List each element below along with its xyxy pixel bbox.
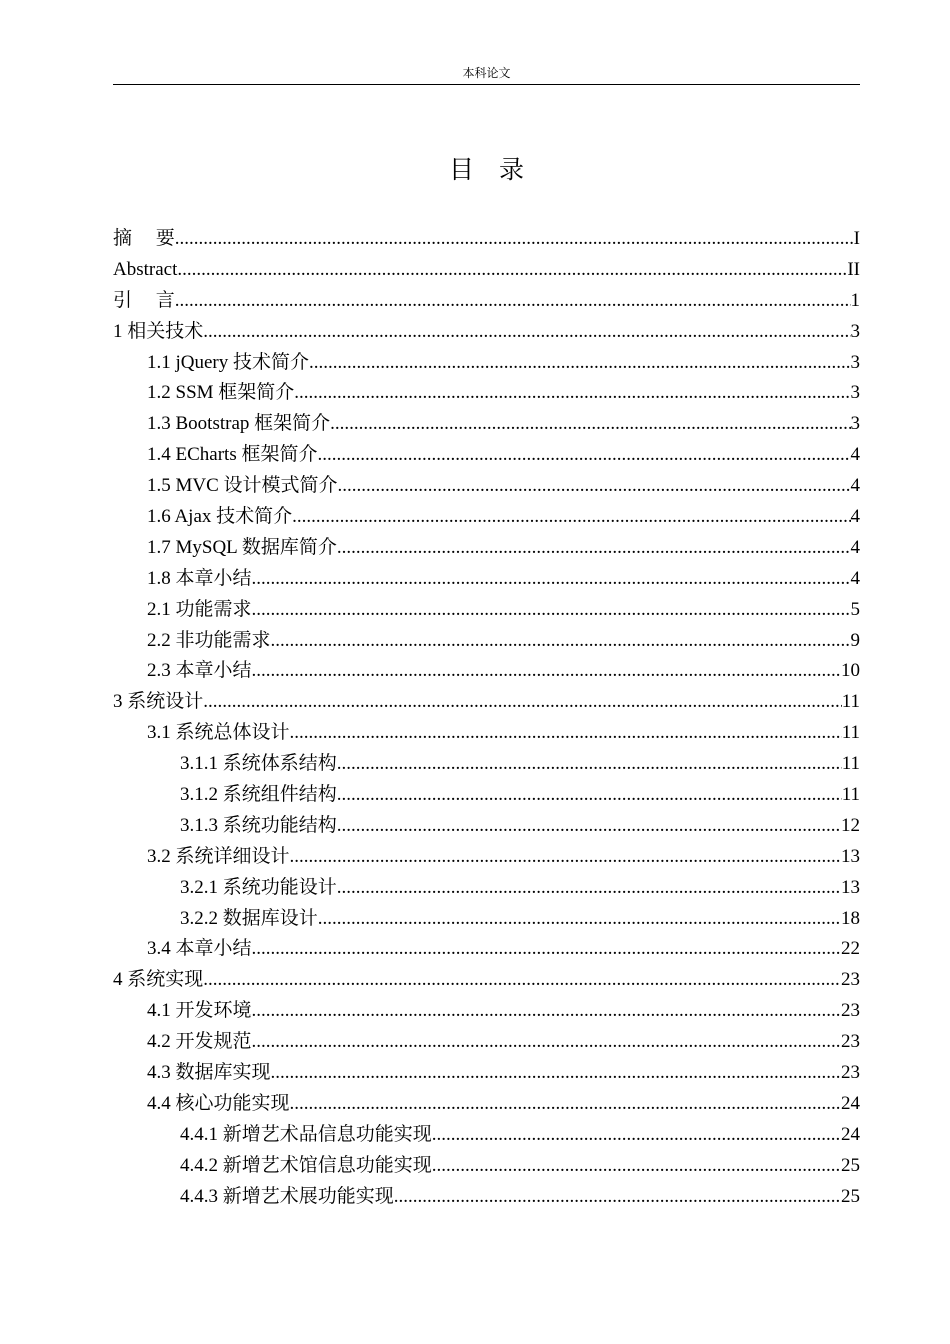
- toc-dot-leader: [290, 1089, 841, 1120]
- toc-dot-leader: [252, 934, 841, 965]
- toc-entry-page-number: 5: [850, 598, 860, 620]
- toc-entry[interactable]: [113, 904, 860, 935]
- toc-entry-page-number: 23: [841, 969, 860, 991]
- toc-entry-label: 2.2 非功能需求: [147, 629, 271, 651]
- toc-dot-leader: [318, 904, 841, 935]
- toc-dot-leader: [252, 996, 841, 1027]
- toc-dot-leader: [290, 718, 842, 749]
- toc-entry[interactable]: [113, 595, 860, 626]
- toc-entry-page-number: 11: [841, 722, 860, 744]
- toc-entry-label: 3.2.2 数据库设计: [180, 907, 318, 929]
- toc-entry[interactable]: [113, 811, 860, 842]
- toc-dot-leader: [294, 378, 850, 409]
- toc-entry[interactable]: [113, 1027, 860, 1058]
- toc-dot-leader: [292, 502, 850, 533]
- toc-entry-label: 3.2 系统详细设计: [147, 845, 290, 867]
- toc-entry-page-number: 3: [850, 413, 860, 435]
- toc-entry[interactable]: [113, 687, 860, 718]
- toc-entry-label: 4.4.2 新增艺术馆信息功能实现: [180, 1154, 432, 1176]
- toc-entry-label: 3.1 系统总体设计: [147, 722, 290, 744]
- toc-entry-label: 4.1 开发环境: [147, 1000, 252, 1022]
- toc-entry[interactable]: [113, 1120, 860, 1151]
- toc-entry[interactable]: [113, 1182, 860, 1213]
- toc-entry-label: Abstract: [113, 258, 178, 280]
- toc-entry-page-number: 3: [850, 382, 860, 404]
- toc-entry-page-number: 18: [841, 907, 860, 929]
- toc-list: [113, 224, 860, 1213]
- toc-entry-label: 1.5 MVC 设计模式简介: [147, 475, 338, 497]
- toc-dot-leader: [252, 656, 841, 687]
- toc-entry-page-number: 23: [841, 1031, 860, 1053]
- toc-entry[interactable]: [113, 440, 860, 471]
- toc-entry[interactable]: [113, 564, 860, 595]
- toc-dot-leader: [271, 626, 851, 657]
- toc-entry[interactable]: [113, 1151, 860, 1182]
- toc-entry-page-number: 24: [841, 1092, 860, 1114]
- toc-entry-label: 2.3 本章小结: [147, 660, 252, 682]
- toc-entry-label: 3.1.3 系统功能结构: [180, 814, 337, 836]
- toc-entry-label: 1.2 SSM 框架简介: [147, 382, 295, 404]
- toc-entry-label: 1 相关技术: [113, 320, 204, 342]
- toc-entry-page-number: 12: [841, 814, 860, 836]
- toc-dot-leader: [271, 1058, 841, 1089]
- toc-dot-leader: [252, 1027, 841, 1058]
- toc-entry[interactable]: [113, 965, 860, 996]
- toc-dot-leader: [203, 687, 841, 718]
- toc-entry-page-number: 11: [841, 753, 860, 775]
- toc-dot-leader: [175, 286, 851, 317]
- toc-entry-page-number: II: [847, 258, 860, 280]
- toc-entry[interactable]: [113, 471, 860, 502]
- toc-dot-leader: [394, 1182, 841, 1213]
- toc-entry-page-number: 10: [841, 660, 860, 682]
- toc-entry[interactable]: [113, 718, 860, 749]
- toc-entry-page-number: 22: [841, 938, 860, 960]
- toc-dot-leader: [337, 873, 841, 904]
- toc-entry[interactable]: [113, 780, 860, 811]
- toc-title: 目 录: [448, 157, 524, 184]
- toc-dot-leader: [337, 780, 842, 811]
- toc-entry-page-number: 23: [841, 1062, 860, 1084]
- toc-entry-page-number: 1: [850, 289, 860, 311]
- toc-entry[interactable]: [113, 842, 860, 873]
- toc-entry-label: 3 系统设计: [113, 691, 204, 713]
- toc-entry[interactable]: [113, 934, 860, 965]
- toc-entry-page-number: 4: [850, 536, 860, 558]
- toc-dot-leader: [337, 811, 841, 842]
- toc-dot-leader: [175, 224, 854, 255]
- toc-entry-label: 4.2 开发规范: [147, 1031, 252, 1053]
- toc-entry[interactable]: [113, 533, 860, 564]
- toc-entry[interactable]: [113, 873, 860, 904]
- toc-entry[interactable]: [113, 286, 860, 317]
- toc-entry-label: 4 系统实现: [113, 969, 204, 991]
- toc-entry-label: 1.4 ECharts 框架简介: [147, 444, 318, 466]
- toc-entry[interactable]: [113, 996, 860, 1027]
- toc-entry[interactable]: [113, 255, 860, 286]
- toc-entry-label: 3.1.2 系统组件结构: [180, 784, 337, 806]
- toc-entry-page-number: 11: [841, 691, 860, 713]
- toc-entry[interactable]: [113, 378, 860, 409]
- toc-dot-leader: [252, 564, 851, 595]
- toc-entry[interactable]: [113, 749, 860, 780]
- toc-entry[interactable]: [113, 409, 860, 440]
- toc-entry-label: 3.4 本章小结: [147, 938, 252, 960]
- toc-entry[interactable]: [113, 626, 860, 657]
- toc-entry-page-number: 13: [841, 876, 860, 898]
- toc-entry-page-number: 4: [850, 567, 860, 589]
- toc-entry-page-number: 11: [841, 784, 860, 806]
- toc-entry-page-number: 24: [841, 1123, 860, 1145]
- toc-entry[interactable]: [113, 1058, 860, 1089]
- toc-entry-page-number: 25: [841, 1185, 860, 1207]
- toc-entry[interactable]: [113, 224, 860, 255]
- toc-entry-page-number: 23: [841, 1000, 860, 1022]
- toc-entry-label: 摘 要: [113, 228, 175, 249]
- toc-dot-leader: [337, 749, 842, 780]
- toc-entry-label: 引 言: [113, 289, 175, 311]
- toc-entry-label: 1.7 MySQL 数据库简介: [147, 536, 337, 558]
- toc-entry-label: 1.3 Bootstrap 框架简介: [147, 413, 331, 435]
- toc-entry-page-number: 25: [841, 1154, 860, 1176]
- toc-entry-page-number: 4: [850, 475, 860, 497]
- toc-entry[interactable]: [113, 656, 860, 687]
- toc-dot-leader: [317, 440, 850, 471]
- toc-entry[interactable]: [113, 502, 860, 533]
- toc-entry-page-number: 13: [841, 845, 860, 867]
- toc-entry-page-number: I: [853, 228, 860, 249]
- toc-entry-label: 4.4.1 新增艺术品信息功能实现: [180, 1123, 432, 1145]
- toc-entry-label: 3.1.1 系统体系结构: [180, 753, 337, 775]
- toc-entry-page-number: 3: [850, 320, 860, 342]
- toc-dot-leader: [203, 317, 850, 348]
- toc-entry[interactable]: [113, 1089, 860, 1120]
- toc-entry-label: 2.1 功能需求: [147, 598, 252, 620]
- toc-dot-leader: [338, 471, 851, 502]
- toc-entry[interactable]: [113, 348, 860, 379]
- toc-dot-leader: [290, 842, 841, 873]
- toc-dot-leader: [252, 595, 851, 626]
- toc-entry-label: 3.2.1 系统功能设计: [180, 876, 337, 898]
- toc-dot-leader: [330, 409, 850, 440]
- toc-dot-leader: [337, 533, 851, 564]
- toc-dot-leader: [432, 1120, 841, 1151]
- toc-entry-page-number: 4: [850, 444, 860, 466]
- toc-entry-page-number: 4: [850, 506, 860, 528]
- toc-entry[interactable]: [113, 317, 860, 348]
- toc-dot-leader: [432, 1151, 841, 1182]
- toc-dot-leader: [203, 965, 841, 996]
- toc-entry-label: 1.6 Ajax 技术简介: [147, 506, 293, 528]
- toc-entry-label: 4.4 核心功能实现: [147, 1092, 290, 1114]
- toc-entry-label: 1.8 本章小结: [147, 567, 252, 589]
- toc-dot-leader: [177, 255, 847, 286]
- toc-dot-leader: [309, 348, 850, 379]
- toc-entry-page-number: 9: [850, 629, 860, 651]
- toc-entry-page-number: 3: [850, 351, 860, 373]
- toc-entry-label: 4.4.3 新增艺术展功能实现: [180, 1185, 394, 1207]
- running-header: 本科论文: [113, 64, 860, 85]
- toc-entry-label: 4.3 数据库实现: [147, 1062, 271, 1084]
- toc-entry-label: 1.1 jQuery 技术简介: [147, 351, 310, 373]
